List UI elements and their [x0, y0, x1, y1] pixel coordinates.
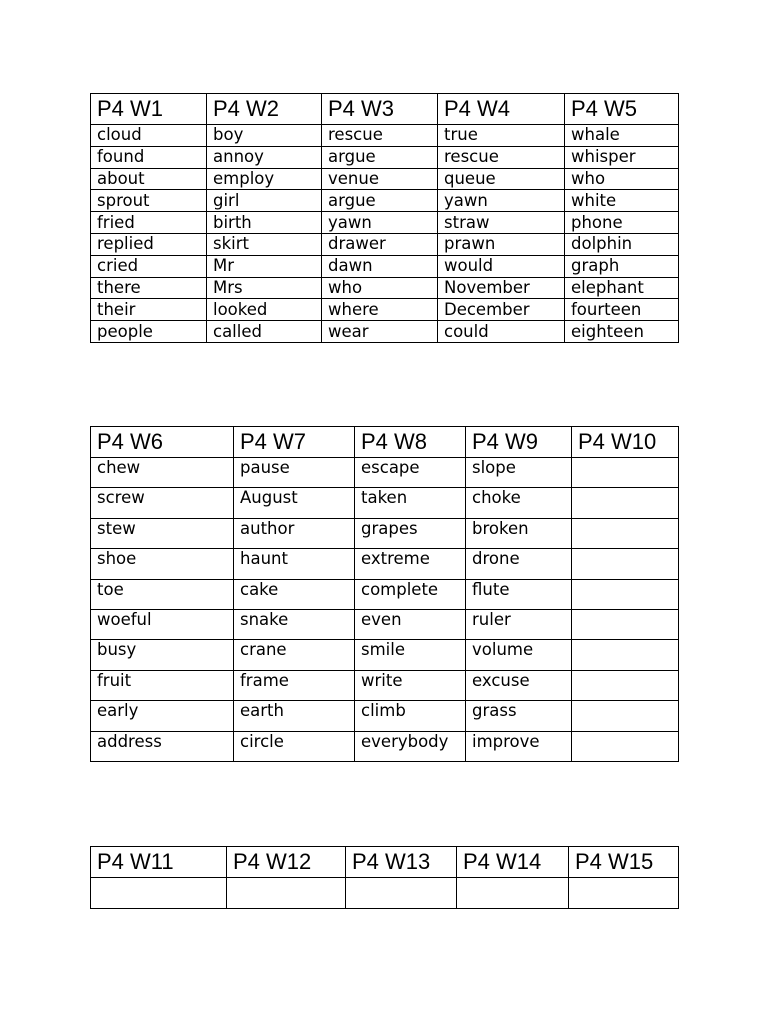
- table-row: [91, 212, 679, 234]
- word-cell: cloud: [91, 125, 207, 147]
- word-cell: would: [438, 255, 565, 277]
- word-cell: write: [355, 670, 466, 700]
- table-row: [91, 190, 679, 212]
- word-cell: haunt: [234, 549, 355, 579]
- word-cell: choke: [466, 488, 572, 518]
- word-cell: where: [322, 299, 438, 321]
- word-cell: who: [565, 168, 679, 190]
- word-cell: drawer: [322, 233, 438, 255]
- spelling-table-weeks-11-15: [90, 846, 679, 909]
- table-row: [91, 125, 679, 147]
- word-cell: there: [91, 277, 207, 299]
- word-cell: eighteen: [565, 321, 679, 343]
- word-cell: busy: [91, 640, 234, 670]
- word-cell: their: [91, 299, 207, 321]
- word-cell: Mrs: [207, 277, 322, 299]
- table-row: [91, 277, 679, 299]
- word-cell: [572, 701, 679, 731]
- word-cell: broken: [466, 518, 572, 548]
- week-header: P4 W7: [234, 427, 355, 458]
- week-header: P4 W12: [227, 847, 346, 878]
- word-cell: escape: [355, 458, 466, 488]
- word-cell: snake: [234, 609, 355, 639]
- word-cell: screw: [91, 488, 234, 518]
- word-cell: smile: [355, 640, 466, 670]
- word-cell: extreme: [355, 549, 466, 579]
- week-header: P4 W9: [466, 427, 572, 458]
- word-cell: address: [91, 731, 234, 761]
- word-cell: grapes: [355, 518, 466, 548]
- word-cell: skirt: [207, 233, 322, 255]
- week-header: P4 W13: [346, 847, 457, 878]
- word-cell: Mr: [207, 255, 322, 277]
- word-cell: straw: [438, 212, 565, 234]
- table-row: [91, 255, 679, 277]
- table-row: [91, 488, 679, 518]
- week-header: P4 W15: [569, 847, 679, 878]
- word-cell: fourteen: [565, 299, 679, 321]
- table-row: [91, 878, 679, 909]
- week-header: P4 W8: [355, 427, 466, 458]
- word-cell: complete: [355, 579, 466, 609]
- week-header: P4 W14: [457, 847, 569, 878]
- word-cell: queue: [438, 168, 565, 190]
- word-cell: flute: [466, 579, 572, 609]
- week-header: P4 W3: [322, 94, 438, 125]
- word-cell: sprout: [91, 190, 207, 212]
- word-cell: called: [207, 321, 322, 343]
- word-cell: dawn: [322, 255, 438, 277]
- word-cell: yawn: [322, 212, 438, 234]
- word-cell: graph: [565, 255, 679, 277]
- word-cell: [572, 518, 679, 548]
- word-cell: excuse: [466, 670, 572, 700]
- word-cell: yawn: [438, 190, 565, 212]
- word-cell: stew: [91, 518, 234, 548]
- word-cell: ruler: [466, 609, 572, 639]
- word-cell: circle: [234, 731, 355, 761]
- word-cell: phone: [565, 212, 679, 234]
- word-cell: early: [91, 701, 234, 731]
- word-cell: wear: [322, 321, 438, 343]
- week-header: P4 W2: [207, 94, 322, 125]
- word-cell: true: [438, 125, 565, 147]
- word-cell: [91, 878, 227, 909]
- word-cell: could: [438, 321, 565, 343]
- header-row: [91, 94, 679, 125]
- word-cell: employ: [207, 168, 322, 190]
- table-row: [91, 701, 679, 731]
- week-header: P4 W4: [438, 94, 565, 125]
- word-cell: replied: [91, 233, 207, 255]
- word-cell: prawn: [438, 233, 565, 255]
- table-row: [91, 670, 679, 700]
- table-row: [91, 640, 679, 670]
- week-header: P4 W11: [91, 847, 227, 878]
- word-cell: author: [234, 518, 355, 548]
- table-row: [91, 168, 679, 190]
- word-cell: [572, 640, 679, 670]
- week-header: P4 W1: [91, 94, 207, 125]
- word-cell: crane: [234, 640, 355, 670]
- word-cell: [572, 579, 679, 609]
- table-row: [91, 731, 679, 761]
- word-cell: woeful: [91, 609, 234, 639]
- word-cell: [227, 878, 346, 909]
- word-cell: about: [91, 168, 207, 190]
- week-header: P4 W6: [91, 427, 234, 458]
- word-cell: climb: [355, 701, 466, 731]
- word-cell: found: [91, 146, 207, 168]
- word-cell: earth: [234, 701, 355, 731]
- word-cell: taken: [355, 488, 466, 518]
- word-cell: [572, 670, 679, 700]
- word-cell: November: [438, 277, 565, 299]
- word-cell: grass: [466, 701, 572, 731]
- word-cell: [346, 878, 457, 909]
- word-cell: [572, 549, 679, 579]
- word-cell: slope: [466, 458, 572, 488]
- word-cell: chew: [91, 458, 234, 488]
- word-cell: pause: [234, 458, 355, 488]
- week-header: P4 W10: [572, 427, 679, 458]
- word-cell: drone: [466, 549, 572, 579]
- word-cell: cried: [91, 255, 207, 277]
- word-cell: dolphin: [565, 233, 679, 255]
- spelling-table-weeks-1-5: [90, 93, 679, 343]
- header-row: [91, 427, 679, 458]
- word-cell: [572, 488, 679, 518]
- word-cell: fruit: [91, 670, 234, 700]
- word-cell: toe: [91, 579, 234, 609]
- word-cell: girl: [207, 190, 322, 212]
- word-cell: looked: [207, 299, 322, 321]
- table-row: [91, 146, 679, 168]
- word-cell: fried: [91, 212, 207, 234]
- word-cell: venue: [322, 168, 438, 190]
- table-row: [91, 518, 679, 548]
- word-cell: [457, 878, 569, 909]
- word-cell: August: [234, 488, 355, 518]
- word-cell: cake: [234, 579, 355, 609]
- table-row: [91, 609, 679, 639]
- word-cell: [569, 878, 679, 909]
- word-cell: [572, 731, 679, 761]
- word-cell: rescue: [438, 146, 565, 168]
- word-cell: argue: [322, 190, 438, 212]
- table-row: [91, 299, 679, 321]
- word-cell: rescue: [322, 125, 438, 147]
- word-cell: white: [565, 190, 679, 212]
- word-cell: who: [322, 277, 438, 299]
- word-cell: [572, 458, 679, 488]
- header-row: [91, 847, 679, 878]
- word-cell: argue: [322, 146, 438, 168]
- word-cell: whale: [565, 125, 679, 147]
- word-cell: everybody: [355, 731, 466, 761]
- table-row: [91, 549, 679, 579]
- word-cell: people: [91, 321, 207, 343]
- word-cell: birth: [207, 212, 322, 234]
- table-row: [91, 233, 679, 255]
- word-cell: boy: [207, 125, 322, 147]
- word-cell: even: [355, 609, 466, 639]
- table-row: [91, 579, 679, 609]
- word-cell: whisper: [565, 146, 679, 168]
- spelling-table-weeks-6-10: [90, 426, 679, 762]
- word-cell: [572, 609, 679, 639]
- word-cell: frame: [234, 670, 355, 700]
- word-cell: improve: [466, 731, 572, 761]
- word-cell: December: [438, 299, 565, 321]
- word-cell: annoy: [207, 146, 322, 168]
- word-cell: volume: [466, 640, 572, 670]
- week-header: P4 W5: [565, 94, 679, 125]
- word-cell: elephant: [565, 277, 679, 299]
- table-row: [91, 321, 679, 343]
- word-cell: shoe: [91, 549, 234, 579]
- table-row: [91, 458, 679, 488]
